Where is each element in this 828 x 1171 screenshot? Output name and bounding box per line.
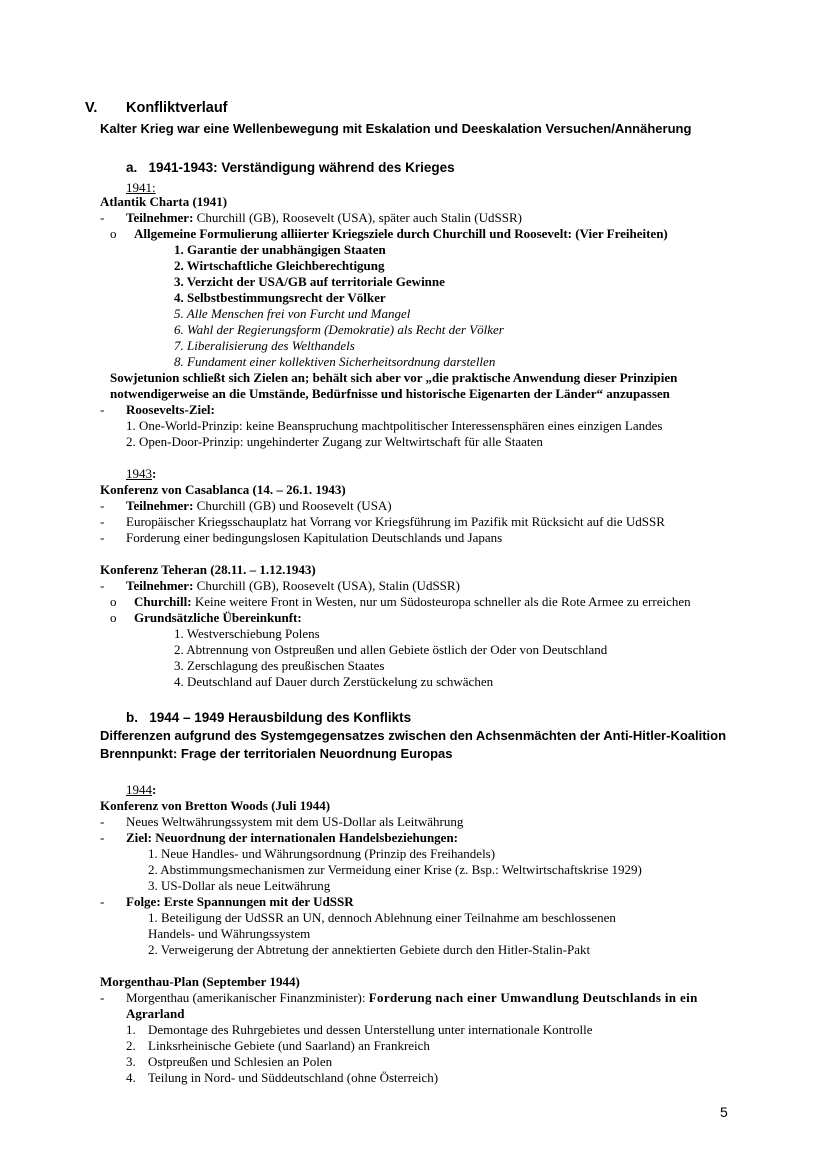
atlantik-item: 1. Garantie der unabhängigen Staaten [174,242,386,257]
morgenthau-num: 2. [126,1038,136,1053]
atlantik-item: 5. Alle Menschen frei von Furcht und Mangel [174,306,411,321]
circle-bullet: o [110,226,117,241]
morgenthau-num: 4. [126,1070,136,1085]
morgenthau-intro-cont: Agrarland [126,1006,185,1021]
subsection-a-heading: a. 1941-1943: Verständigung während des Krieges [126,160,455,175]
dash-bullet: - [100,578,105,593]
circle-bullet: o [110,594,117,609]
morgenthau-item: Linksrheinische Gebiete (und Saarland) an Frankreich [148,1038,430,1053]
teheran-item: 3. Zerschlagung des preußischen Staates [174,658,385,673]
roosevelt-item: 1. One-World-Prinzip: keine Beanspruchung machtpolitischer Interessensphären eines einzigen Landes [126,418,663,433]
teheran-title: Konferenz Teheran (28.11. – 1.12.1943) [100,562,316,577]
section-number: V. [85,100,98,116]
casablanca-line: Europäischer Kriegsschauplatz hat Vorrang vor Kriegsführung im Pazifik mit Rücksicht auf die UdSSR [126,514,665,529]
morgenthau-item: Demontage des Ruhrgebietes und dessen Unterstellung unter internationale Kontrolle [148,1022,593,1037]
dash-bullet: - [100,894,105,909]
bretton-folge: Folge: Erste Spannungen mit der UdSSR [126,894,354,909]
bretton-folge-item-cont: Handels- und Währungssystem [148,926,311,941]
teheran-item: 2. Abtrennung von Ostpreußen und allen Gebiete östlich der Oder von Deutschland [174,642,608,657]
casablanca-title: Konferenz von Casablanca (14. – 26.1. 1943) [100,482,346,497]
bretton-ziel: Ziel: Neuordnung der internationalen Handelsbeziehungen: [126,830,459,845]
dash-bullet: - [100,830,105,845]
atlantik-title: Atlantik Charta (1941) [100,194,228,209]
teheran-grundsaetzlich: Grundsätzliche Übereinkunft: [134,610,302,625]
sowjet-statement-line2: notwendigerweise an die Umstände, Bedürfnisse und historische Eigenarten der Länder“ anzupassen [110,386,670,401]
dash-bullet: - [100,814,105,829]
dash-bullet: - [100,498,105,513]
dash-bullet: - [100,514,105,529]
morgenthau-item: Teilung in Nord- und Süddeutschland (ohne Österreich) [148,1070,439,1085]
casablanca-line: Forderung einer bedingungslosen Kapitulation Deutschlands und Japans [126,530,503,545]
dash-bullet: - [100,530,105,545]
section-subtitle: Kalter Krieg war eine Wellenbewegung mit Eskalation und Deeskalation Versuchen/Annäherung [100,121,692,136]
section-title: Konfliktverlauf [126,100,228,116]
subsection-b-line2: Brennpunkt: Frage der territorialen Neuordnung Europas [100,746,453,761]
circle-bullet: o [110,610,117,625]
year-1943: 1943: [126,466,157,481]
bretton-line: Neues Weltwährungssystem mit dem US-Dollar als Leitwährung [126,814,464,829]
subsection-b-line1: Differenzen aufgrund des Systemgegensatzes zwischen den Achsenmächten der Anti-Hitler-Koalition [100,728,727,743]
roosevelt-label: Roosevelts-Ziel: [126,402,215,417]
atlantik-item: 4. Selbstbestimmungsrecht der Völker [174,290,386,305]
bretton-title: Konferenz von Bretton Woods (Juli 1944) [100,798,331,813]
teheran-churchill: Churchill: Keine weitere Front in Westen, nur um Südosteuropa schneller als die Rote Armee zu erreichen [134,594,691,609]
bretton-folge-item: 1. Beteiligung der UdSSR an UN, dennoch Ablehnung einer Teilnahme am beschlossenen [148,910,616,925]
subsection-b-heading: b. 1944 – 1949 Herausbildung des Konflikts [126,710,412,725]
bretton-folge-item: 2. Verweigerung der Abtretung der annektierten Gebiete durch den Hitler-Stalin-Pakt [148,942,591,957]
bretton-ziel-item: 1. Neue Handles- und Währungsordnung (Prinzip des Freihandels) [148,846,496,861]
teheran-item: 1. Westverschiebung Polens [174,626,320,641]
sowjet-statement-line1: Sowjetunion schließt sich Zielen an; behält sich aber vor „die praktische Anwendung dieser Prinzipien [110,370,678,385]
atlantik-item: 3. Verzicht der USA/GB auf territoriale Gewinne [174,274,445,289]
roosevelt-item: 2. Open-Door-Prinzip: ungehinderter Zugang zur Weltwirtschaft für alle Staaten [126,434,543,449]
year-1941: 1941: [126,180,156,195]
atlantik-item: 2. Wirtschaftliche Gleichberechtigung [174,258,385,273]
atlantik-item: 6. Wahl der Regierungsform (Demokratie) als Recht der Völker [174,322,504,337]
morgenthau-item: Ostpreußen und Schlesien an Polen [148,1054,333,1069]
dash-bullet: - [100,990,105,1005]
casablanca-teilnehmer: Teilnehmer: Churchill (GB) und Roosevelt (USA) [126,498,392,513]
bretton-ziel-item: 2. Abstimmungsmechanismen zur Vermeidung einer Krise (z. Bsp.: Weltwirtschaftskrise 1929) [148,862,642,877]
dash-bullet: - [100,210,105,225]
atlantik-allgemein: Allgemeine Formulierung alliierter Kriegsziele durch Churchill und Roosevelt: (Vier Freiheiten) [134,226,668,241]
atlantik-item: 8. Fundament einer kollektiven Sicherheitsordnung darstellen [174,354,496,369]
morgenthau-num: 3. [126,1054,136,1069]
morgenthau-num: 1. [126,1022,136,1037]
morgenthau-intro: Morgenthau (amerikanischer Finanzminister): Forderung nach einer Umwandlung Deutschlands in ein [126,990,698,1005]
year-1944: 1944: [126,782,157,797]
morgenthau-title: Morgenthau-Plan (September 1944) [100,974,300,989]
dash-bullet: - [100,402,105,417]
page-number: 5 [720,1104,728,1120]
bretton-ziel-item: 3. US-Dollar als neue Leitwährung [148,878,331,893]
atlantik-item: 7. Liberalisierung des Welthandels [174,338,355,353]
atlantik-teilnehmer: Teilnehmer: Churchill (GB), Roosevelt (USA), später auch Stalin (UdSSR) [126,210,522,225]
teheran-item: 4. Deutschland auf Dauer durch Zerstückelung zu schwächen [174,674,494,689]
teheran-teilnehmer: Teilnehmer: Churchill (GB), Roosevelt (USA), Stalin (UdSSR) [126,578,460,593]
